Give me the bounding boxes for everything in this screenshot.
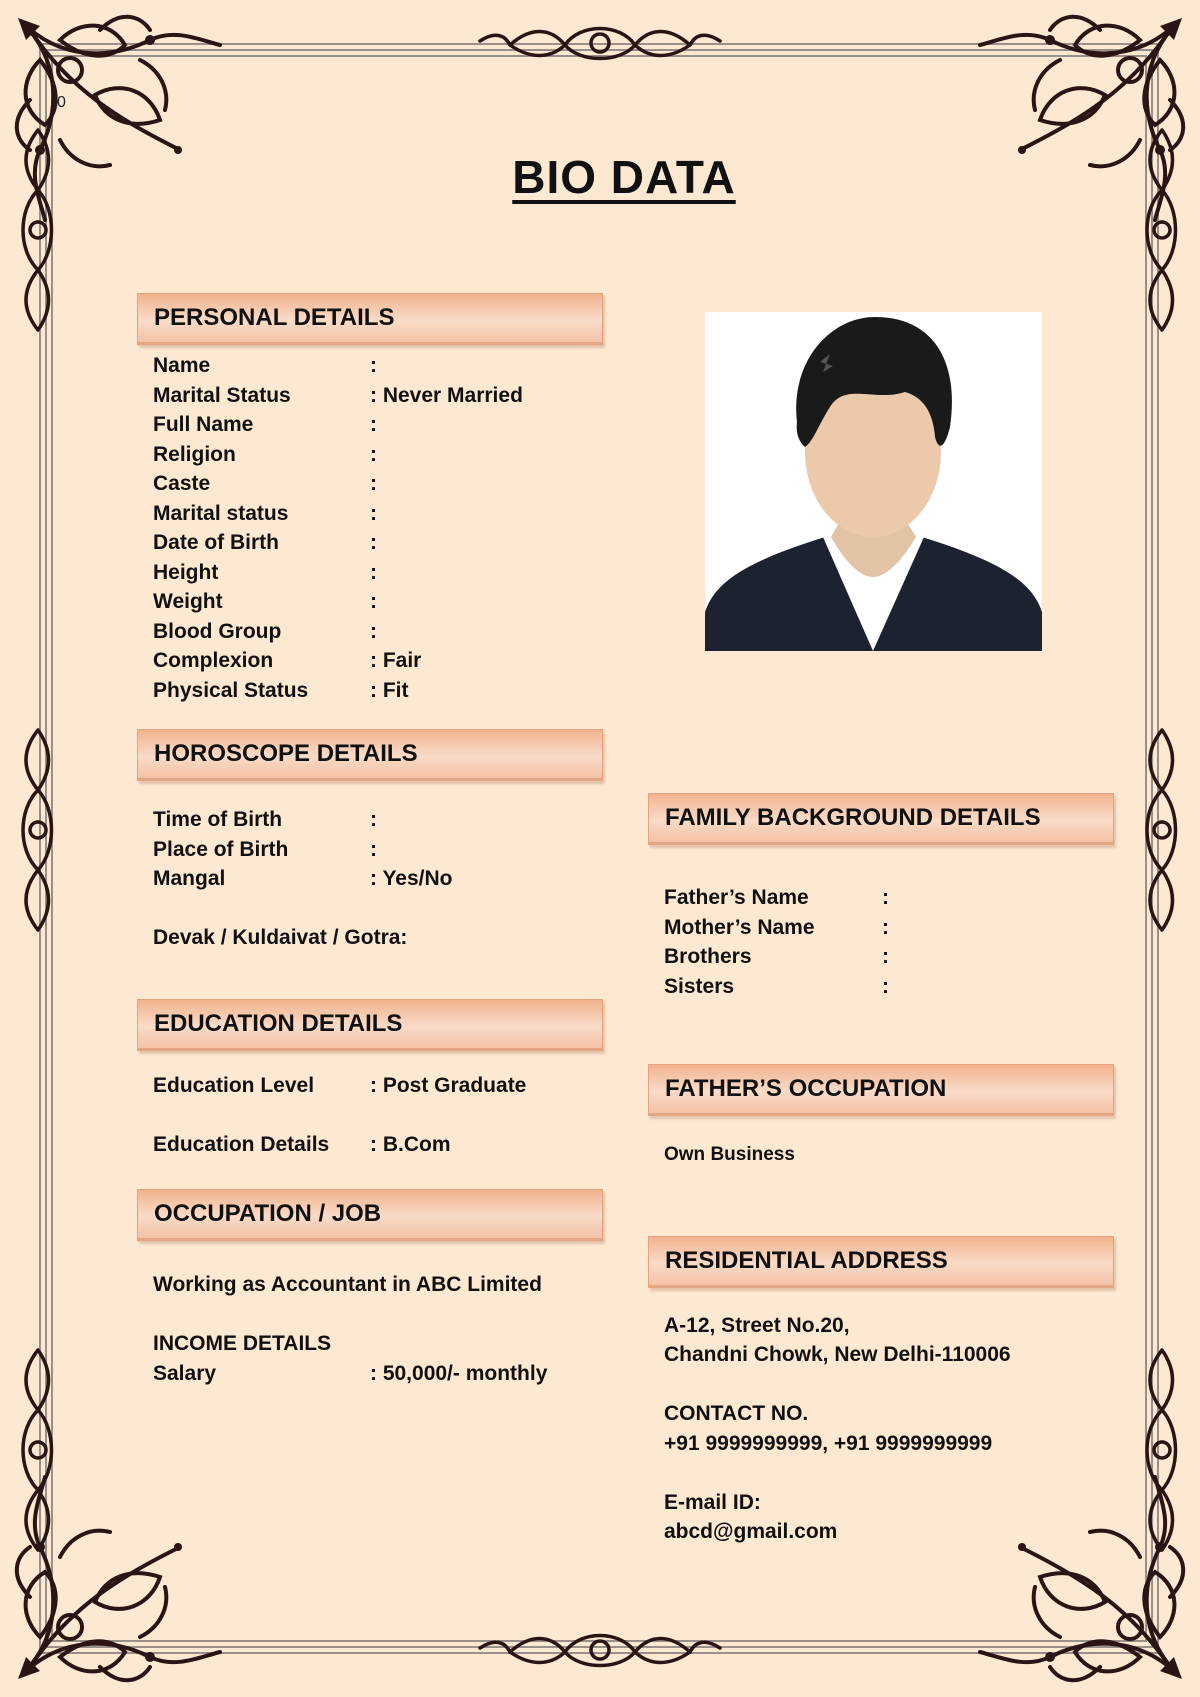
- row-value: :: [370, 560, 377, 584]
- address-line-1: A-12, Street No.20,: [664, 1314, 850, 1337]
- row-value: : Never Married: [370, 383, 523, 407]
- row-label: Education Details: [153, 1133, 330, 1156]
- row-label: Education Level: [153, 1074, 315, 1097]
- row-value: :: [882, 886, 889, 909]
- row-value: :: [882, 945, 889, 968]
- contact-value: +91 9999999999, +91 9999999999: [664, 1432, 993, 1455]
- address-line-2: Chandni Chowk, New Delhi-110006: [664, 1343, 1011, 1366]
- row-label: Physical Status: [153, 678, 309, 702]
- row-value: :: [370, 531, 377, 554]
- email-label: E-mail ID:: [664, 1491, 761, 1514]
- row-label: Weight: [153, 590, 223, 613]
- personal-details-header: PERSONAL DETAILS: [137, 293, 603, 345]
- row-value: :: [882, 915, 889, 939]
- row-label: Date of Birth: [153, 531, 279, 554]
- person-avatar-icon: [705, 312, 1042, 651]
- row-value: :: [370, 442, 377, 466]
- residential-address-header: RESIDENTIAL ADDRESS: [648, 1236, 1114, 1288]
- row-label: Caste: [153, 472, 211, 495]
- row-label: Father’s Name: [664, 886, 809, 909]
- contact-label: CONTACT NO.: [664, 1402, 809, 1425]
- row-label: Mangal: [153, 867, 226, 890]
- horoscope-details-header: HOROSCOPE DETAILS: [137, 729, 603, 781]
- row-label: Salary: [153, 1362, 217, 1385]
- left-flourish: [23, 730, 52, 930]
- fathers-occupation-text: Own Business: [664, 1144, 795, 1165]
- row-value: :: [370, 413, 377, 436]
- row-label: Marital status: [153, 501, 289, 525]
- gotra-line: Devak / Kuldaivat / Gotra:: [153, 926, 408, 949]
- row-value: :: [370, 619, 377, 643]
- row-value: :: [370, 354, 377, 377]
- row-value: :: [370, 472, 377, 495]
- row-label: Complexion: [153, 649, 274, 672]
- family-background-header: FAMILY BACKGROUND DETAILS: [648, 793, 1114, 845]
- row-value: : B.Com: [370, 1133, 451, 1156]
- row-label: Time of Birth: [153, 808, 283, 831]
- occupation-text: Working as Accountant in ABC Limited: [153, 1273, 542, 1296]
- row-label: Blood Group: [153, 619, 282, 643]
- row-value: :: [370, 590, 377, 613]
- profile-photo: [705, 312, 1042, 651]
- email-value: abcd@gmail.com: [664, 1520, 838, 1543]
- row-label: Religion: [153, 442, 236, 466]
- row-label: Name: [153, 354, 211, 377]
- row-value: : 50,000/- monthly: [370, 1362, 548, 1385]
- fathers-occupation-header: FATHER’S OCCUPATION: [648, 1064, 1114, 1116]
- row-value: :: [882, 974, 889, 998]
- row-value: :: [370, 808, 377, 831]
- row-label: Marital Status: [153, 383, 291, 407]
- row-label: Mother’s Name: [664, 915, 815, 939]
- row-value: :: [370, 501, 377, 525]
- row-value: : Fit: [370, 678, 409, 702]
- row-value: : Fair: [370, 649, 422, 672]
- row-value: : Yes/No: [370, 867, 453, 890]
- occupation-header: OCCUPATION / JOB: [137, 1189, 603, 1241]
- row-label: Full Name: [153, 413, 254, 436]
- row-label: Height: [153, 560, 219, 584]
- left-flourish-lower: [23, 1350, 52, 1550]
- row-label: Sisters: [664, 974, 735, 998]
- page-title: BIO DATA: [512, 151, 736, 203]
- page-marker: 0: [57, 94, 66, 111]
- education-details-header: EDUCATION DETAILS: [137, 999, 603, 1051]
- row-value: :: [370, 837, 377, 861]
- income-details-heading: INCOME DETAILS: [153, 1332, 332, 1355]
- row-label: Place of Birth: [153, 837, 289, 861]
- row-label: Brothers: [664, 945, 752, 968]
- row-value: : Post Graduate: [370, 1074, 527, 1097]
